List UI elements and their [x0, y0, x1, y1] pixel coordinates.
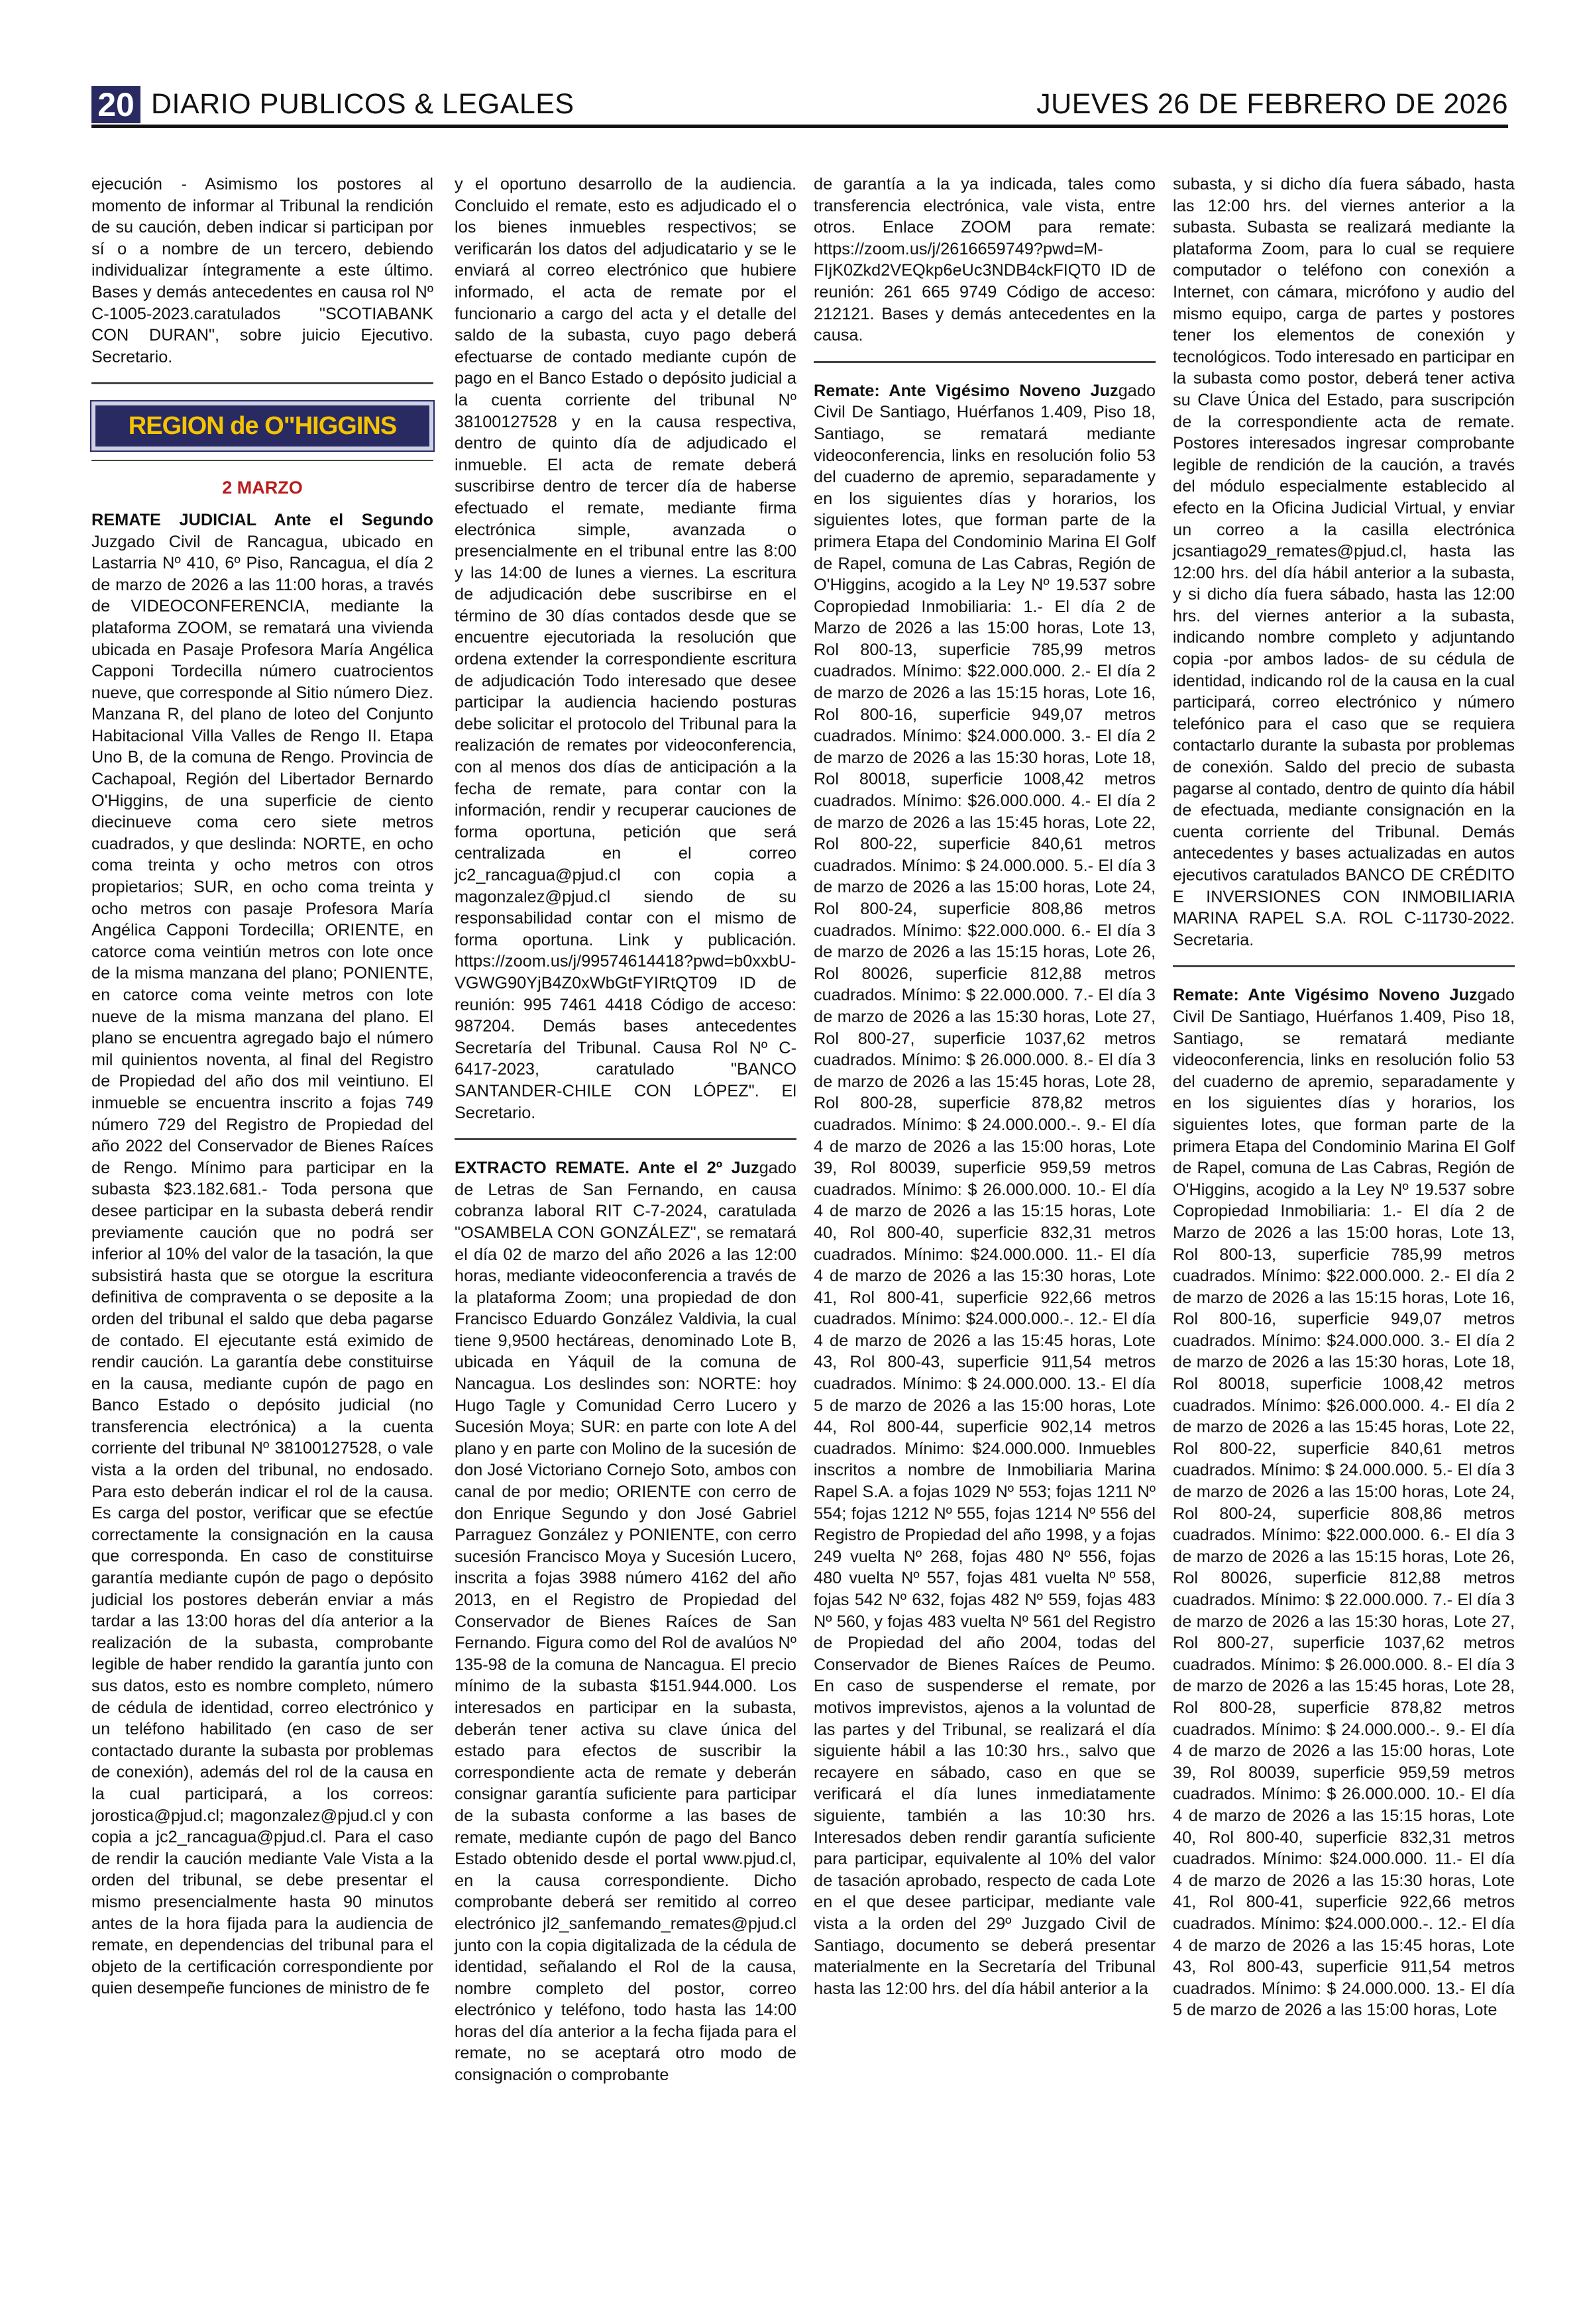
page-header: [91, 83, 1508, 125]
notice-body: Juzgado Civil de Rancagua, ubicado en Lastarria Nº 410, 6º Piso, Rancagua, el día 2 de marzo de 2026 a las 11:00 horas, a través de VIDEOCONFERENCIA, mediante la plataforma ZOOM, se rematará una vivienda ubicada en Pasaje Profesora María Angélica Capponi Tordecilla número cuatrocientos nueve, que corresponde al Sitio número Diez. Manzana R, del plano de loteo del Conjunto Habitacional Villa Valles de Rengo II. Etapa Uno B, de la comuna de Rengo. Provincia de Cachapoal, Región del Libertador Bernardo O'Higgins, de una superficie de ciento diecinueve coma cero siete metros cuadrados, y que deslinda: NORTE, en ocho coma treinta y ocho metros con otros propietarios; SUR, en ocho coma treinta y ocho metros con pasaje Profesora María Angélica Capponi Tordecilla; ORIENTE, en catorce coma veintiún metros con lote once de la misma manzana del plano; PONIENTE, en catorce coma veinte metros con lote nueve de la misma manzana del plano. El plano se encuentra agregado bajo el número mil quinientos noventa, al final del Registro de Propiedad del año dos mil veintiuno. El inmueble se encuentra inscrito a fojas 749 número 729 del Registro de Propiedad del año 2022 del Conservador de Bienes Raíces de Rengo. Mínimo para participar en la subasta $23.182.681.- Toda persona que desee participar en la subasta deberá rendir previamente caución que no podrá ser inferior al 10% del valor de la tasación, la que subsistirá hasta que se otorgue la escritura definitiva de compraventa o se deposite a la orden del tribunal el saldo que deba pagarse de contado. El ejecutante está eximido de rendir caución. La garantía debe constituirse en la causa, mediante cupón de pago en Banco Estado o depósito judicial (no transferencia electrónica) a la cuenta corriente del tribunal Nº 38100127528, o vale vista a la orden del tribunal, no endosado. Para esto deberán indicar el rol de la causa. Es carga del postor, verificar que se efectúe correctamente la consignación en la causa que corresponda. En caso de constituirse garantía mediante cupón de pago o depósito judicial los postores deberán enviar a más tardar a las 13:00 horas del día anterior a la realización de la subasta, comprobante legible de haber rendido la garantía junto con sus datos, esto es nombre completo, número de cédula de identidad, correo electrónico y un teléfono habilitado (en caso de ser contactado durante la subasta por problemas de conexión), además del rol de la causa en la cual participará, a los correos: jorostica@pjud.cl; magonzalez@pjud.cl y con copia a jc2_rancagua@pjud.cl. Para el caso de rendir la caución mediante Vale Vista a la orden del tribunal, se debe presentar el mismo presencialmente hasta 90 minutos antes de la hora fijada para la audiencia de remate, en dependencias del tribunal para el objeto de la certificación correspondiente por quien desempeñe funciones de ministro de fe: [91, 532, 433, 1998]
notice-heading: Remate: Ante Vigésimo Noveno Juz: [814, 381, 1118, 400]
notice-divider: [91, 382, 433, 384]
column-2: [455, 174, 796, 2086]
notice-heading: REMATE JUDICIAL Ante el Segundo: [91, 510, 433, 529]
newspaper-section-title: DIARIO PUBLICOS & LEGALES: [151, 88, 574, 120]
notice-continuation: y el oportuno desarrollo de la audiencia. Concluido el remate, esto es adjudicado el o los bienes inmuebles respectivos; se verificarán los datos del adjudicatario y se le enviará al correo electrónico que hubiere informado, el acta de remate por el funcionario a cargo del acta y el detalle del saldo de la subasta, cuyo pago deberá efectuarse de contado mediante cupón de pago en el Banco Estado o depósito judicial a la cuenta corriente del tribunal Nº 38100127528 y en la causa respectiva, dentro de quinto día de adjudicado el inmueble. El acta de remate deberá suscribirse dentro de tercer día de haberse efectuado el remate, mediante firma electrónica simple, avanzada o presencialmente en el tribunal entre las 8:00 y las 14:00 de lunes a viernes. La escritura de adjudicación debe suscribirse en el término de 30 días contados desde que se encuentre ejecutoriada la resolución que ordena extender la correspondiente escritura de adjudicación Todo interesado que desee participar la audiencia haciendo posturas debe solicitar el protocolo del Tribunal para la realización de remates por videoconferencia, con al menos dos días de anticipación a la fecha de remate, para contar con la información, rendir y recuperar cauciones de forma oportuna, petición que será centralizada en el correo jc2_rancagua@pjud.cl con copia a magonzalez@pjud.cl siendo de su responsabilidad contar con el mismo de forma oportuna. Link y publicación. https://zoom.us/j/99574614418?pwd=b0xxbU-VGWG90YjB4Z0xWbGtFYIRtQT09 ID de reunión: 995 7461 4418 Código de acceso: 987204. Demás bases antecedentes Secretaría del Tribunal. Causa Rol Nº C-6417-2023, caratulado "BANCO SANTANDER-CHILE CON LÓPEZ". El Secretario.: [455, 175, 796, 1122]
notice-continuation: de garantía a la ya indicada, tales como transferencia electrónica, vale vista, entre otros. Enlace ZOOM para remate: https://zoom.us/j/2616659749?pwd=M-FIjK0Zkd2VEQkp6eUc3NDB4ckFIQT0 ID de reunión: 261 665 9749 Código de acceso: 212121. Bases y demás antecedentes en la causa.: [814, 175, 1156, 345]
region-banner: [91, 401, 433, 450]
notice-continuation: ejecución - Asimismo los postores al momento de informar al Tribunal la rendición de su caución, deben indicar si participan por sí o a nombre de un tercero, debiendo individualizar íntegramente a este último. Bases y demás antecedentes en causa rol Nº C-1005-2023.caratulados "SCOTIABANK CON DURAN", sobre juicio Ejecutivo. Secretario.: [91, 175, 433, 366]
notice-body: gado Civil De Santiago, Huérfanos 1.409, Piso 18, Santiago, se rematará mediante videoconferencia, links en resolución folio 53 del cuaderno de apremio, separadamente y en los siguientes días y horarios, los siguientes lotes, que forman parte de la primera Etapa del Condominio Marina El Golf de Rapel, comuna de Las Cabras, Región de O'Higgins, acogido a la Ley Nº 19.537 sobre Copropiedad Inmobiliaria: 1.- El día 2 de Marzo de 2026 a las 15:00 horas, Lote 13, Rol 800-13, superficie 785,99 metros cuadrados. Mínimo: $22.000.000. 2.- El día 2 de marzo de 2026 a las 15:15 horas, Lote 16, Rol 800-16, superficie 949,07 metros cuadrados. Mínimo: $24.000.000. 3.- El día 2 de marzo de 2026 a las 15:30 horas, Lote 18, Rol 80018, superficie 1008,42 metros cuadrados. Mínimo: $26.000.000. 4.- El día 2 de marzo de 2026 a las 15:45 horas, Lote 22, Rol 800-22, superficie 840,61 metros cuadrados. Mínimo: $ 24.000.000. 5.- El día 3 de marzo de 2026 a las 15:00 horas, Lote 24, Rol 800-24, superficie 808,86 metros cuadrados. Mínimo: $22.000.000. 6.- El día 3 de marzo de 2026 a las 15:15 horas, Lote 26, Rol 80026, superficie 812,88 metros cuadrados. Mínimo: $ 22.000.000. 7.- El día 3 de marzo de 2026 a las 15:30 horas, Lote 27, Rol 800-27, superficie 1037,62 metros cuadrados. Mínimo: $ 26.000.000. 8.- El día 3 de marzo de 2026 a las 15:45 horas, Lote 28, Rol 800-28, superficie 878,82 metros cuadrados. Mínimo: $ 24.000.000.-. 9.- El día 4 de marzo de 2026 a las 15:00 horas, Lote 39, Rol 80039, superficie 959,59 metros cuadrados. Mínimo: $ 26.000.000. 10.- El día 4 de marzo de 2026 a las 15:15 horas, Lote 40, Rol 800-40, superficie 832,31 metros cuadrados. Mínimo: $24.000.000. 11.- El día 4 de marzo de 2026 a las 15:30 horas, Lote 41, Rol 800-41, superficie 922,66 metros cuadrados. Mínimo: $24.000.000.-. 12.- El día 4 de marzo de 2026 a las 15:45 horas, Lote 43, Rol 800-43, superficie 911,54 metros cuadrados. Mínimo: $ 24.000.000. 13.- El día 5 de marzo de 2026 a las 15:00 horas, Lote 44, Rol 800-44, superficie 902,14 metros cuadrados. Mínimo: $24.000.000. Inmuebles inscritos a nombre de Inmobiliaria Marina Rapel S.A. a fojas 1029 Nº 553; fojas 1211 Nº 554; fojas 1212 Nº 555, fojas 1214 Nº 556 del Registro de Propiedad del año 1998, y a fojas 249 vuelta Nº 268, fojas 480 Nº 556, fojas 480 vuelta Nº 557, fojas 481 vuelta Nº 558, fojas 542 Nº 632, fojas 482 Nº 559, fojas 483 Nº 560, y fojas 483 vuelta Nº 561 del Registro de Propiedad del año 2004, todas del Conservador de Bienes Raíces de Peumo. En caso de suspenderse el remate, por motivos imprevistos, ajenos a la voluntad de las partes y del Tribunal, se realizará el día siguiente hábil a las 10:30 hrs., salvo que recayere en sábado, caso en que se verificará el día lunes inmediatamente siguiente, también a las 10:30 hrs. Interesados deben rendir garantía suficiente para participar, equivalente al 10% del valor de tasación aprobado, respecto de cada Lote en el que desee participar, mediante vale vista a la orden del 29º Juzgado Civil de Santiago, documento se deberá presentar materialmente en la Secretaría del Tribunal hasta las 12:00 hrs. del día hábil anterior a la: [814, 381, 1156, 1998]
notice-continuation: subasta, y si dicho día fuera sábado, hasta las 12:00 hrs. del viernes anterior a la subasta. Subasta se realizará mediante la plataforma Zoom, para lo cual se requiere computador o teléfono con conexión a Internet, con cámara, micrófono y audio del mismo equipo, carga de partes y postores tener los elementos de conexión y tecnológicos. Todo interesado en participar en la subasta como postor, deberá tener activa su Clave Única del Estado, para suscripción de la correspondiente acta de remate. Postores interesados ingresar comprobante legible de rendición de la caución, a través del módulo especialmente establecido al efecto en la Oficina Judicial Virtual, y enviar un correo a la casilla electrónica jcsantiago29_remates@pjud.cl, hasta las 12:00 hrs. del día hábil anterior a la subasta, y si dicho día fuera sábado, hasta las 12:00 hrs. del viernes anterior a la subasta, indicando nombre completo y adjuntando copia -por ambos lados- de su cédula de identidad, indicando rol de la causa en la cual participará, correo electrónico y número telefónico para el caso que se requiera contactarlo durante la subasta por problemas de conexión. Saldo del precio de subasta pagarse al contado, dentro de quinto día hábil de efectuada, mediante consignación en la cuenta corriente del Tribunal. Demás antecedentes y bases actualizadas en autos ejecutivos caratulados BANCO DE CRÉDITO E INVERSIONES CON INMOBILIARIA MARINA RAPEL S.A. ROL C-11730-2022. Secretaria.: [1173, 175, 1515, 949]
notice-body: gado Civil De Santiago, Huérfanos 1.409, Piso 18, Santiago, se rematará mediante videoconferencia, links en resolución folio 53 del cuaderno de apremio, separadamente y en los siguientes días y horarios, los siguientes lotes, que forman parte de la primera Etapa del Condominio Marina El Golf de Rapel, comuna de Las Cabras, Región de O'Higgins, acogido a la Ley Nº 19.537 sobre Copropiedad Inmobiliaria: 1.- El día 2 de Marzo de 2026 a las 15:00 horas, Lote 13, Rol 800-13, superficie 785,99 metros cuadrados. Mínimo: $22.000.000. 2.- El día 2 de marzo de 2026 a las 15:15 horas, Lote 16, Rol 800-16, superficie 949,07 metros cuadrados. Mínimo: $24.000.000. 3.- El día 2 de marzo de 2026 a las 15:30 horas, Lote 18, Rol 80018, superficie 1008,42 metros cuadrados. Mínimo: $26.000.000. 4.- El día 2 de marzo de 2026 a las 15:45 horas, Lote 22, Rol 800-22, superficie 840,61 metros cuadrados. Mínimo: $ 24.000.000. 5.- El día 3 de marzo de 2026 a las 15:00 horas, Lote 24, Rol 800-24, superficie 808,86 metros cuadrados. Mínimo: $22.000.000. 6.- El día 3 de marzo de 2026 a las 15:15 horas, Lote 26, Rol 80026, superficie 812,88 metros cuadrados. Mínimo: $ 22.000.000. 7.- El día 3 de marzo de 2026 a las 15:30 horas, Lote 27, Rol 800-27, superficie 1037,62 metros cuadrados. Mínimo: $ 26.000.000. 8.- El día 3 de marzo de 2026 a las 15:45 horas, Lote 28, Rol 800-28, superficie 878,82 metros cuadrados. Mínimo: $ 24.000.000.-. 9.- El día 4 de marzo de 2026 a las 15:00 horas, Lote 39, Rol 80039, superficie 959,59 metros cuadrados. Mínimo: $ 26.000.000. 10.- El día 4 de marzo de 2026 a las 15:15 horas, Lote 40, Rol 800-40, superficie 832,31 metros cuadrados. Mínimo: $24.000.000. 11.- El día 4 de marzo de 2026 a las 15:30 horas, Lote 41, Rol 800-41, superficie 922,66 metros cuadrados. Mínimo: $24.000.000.-. 12.- El día 4 de marzo de 2026 a las 15:45 horas, Lote 43, Rol 800-43, superficie 911,54 metros cuadrados. Mínimo: $ 24.000.000. 13.- El día 5 de marzo de 2026 a las 15:00 horas, Lote: [1173, 986, 1515, 2020]
legal-notice: [1173, 984, 1515, 2021]
page-number: 20: [91, 86, 140, 123]
column-1: [91, 174, 433, 1999]
region-banner-label: REGION de O"HIGGINS: [128, 412, 397, 441]
header-rule: [91, 125, 1508, 128]
notice-heading: Remate: Ante Vigésimo Noveno Juz: [1173, 986, 1478, 1005]
notice-heading: EXTRACTO REMATE. Ante el 2º Juz: [455, 1159, 759, 1178]
notice-body: gado de Letras de San Fernando, en causa cobranza laboral RIT C-7-2024, caratulada "OSAMBELA CON GONZÁLEZ", se rematará el día 02 de marzo del año 2026 a las 12:00 horas, mediante videoconferencia a través de la plataforma Zoom; una propiedad de don Francisco Eduardo González Valdivia, la cual tiene 9,9500 hectáreas, denominado Lote B, ubicada en Yáquil de la comuna de Nancagua. Los deslindes son: NORTE: hoy Hugo Tagle y Comunidad Cerro Lucero y Sucesión Moya; SUR: en parte con lote A del plano y en parte con Molino de la sucesión de don José Victoriano Cornejo Soto, ambos con canal de por medio; ORIENTE con cerro de don Enrique Segundo y don José Gabriel Parraguez González y PONIENTE, con cerro sucesión Francisco Moya y Sucesión Lucero, inscrita a fojas 3988 número 4162 del año 2013, en el Registro de Propiedad del Conservador de Bienes Raíces de San Fernando. Figura como del Rol de avalúos Nº 135-98 de la comuna de Nancagua. El precio mínimo de la subasta $151.944.000. Los interesados en participar en la subasta, deberán tener activa su clave única del estado para efectos de suscribir la correspondiente acta de remate y deberán consignar garantía suficiente para participar de la subasta conforme a las bases de remate, mediante cupón de pago del Banco Estado obtenido desde el portal www.pjud.cl, en la causa correspondiente. Dicho comprobante deberá ser remitido al correo electrónico jl2_sanfemando_remates@pjud.cl junto con la copia digitalizada de la cédula de identidad, señalando el Rol de la causa, nombre completo del postor, correo electrónico y teléfono, todo hasta las 14:00 horas del día anterior a la fecha fijada para el remate, no se aceptará otro modo de consignación o comprobante: [455, 1159, 796, 2085]
column-4: [1173, 174, 1515, 2021]
legal-notice: [91, 509, 433, 1999]
issue-date: JUEVES 26 DE FEBRERO DE 2026: [1036, 88, 1508, 120]
notice-divider: [814, 361, 1156, 363]
notice-divider: [1173, 965, 1515, 967]
legal-notice: [814, 380, 1156, 2000]
column-3: [814, 174, 1156, 1999]
date-heading: 2 MARZO: [222, 478, 303, 498]
legal-notice: [455, 1157, 796, 2086]
section-divider: [91, 460, 433, 461]
notice-divider: [455, 1138, 796, 1140]
